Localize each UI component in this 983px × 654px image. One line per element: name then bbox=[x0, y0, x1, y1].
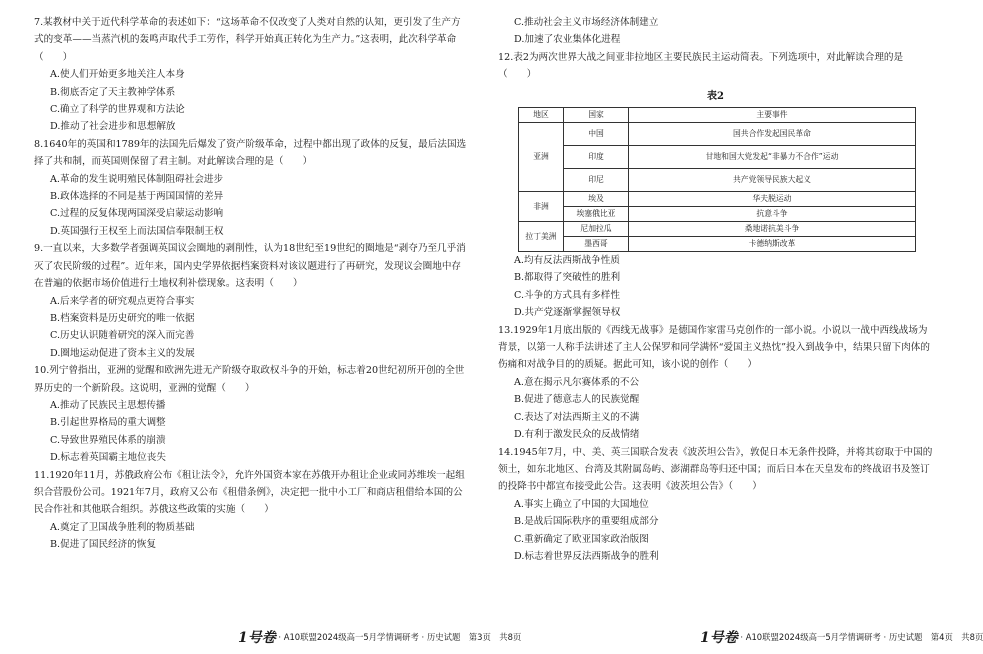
table-header: 国家 bbox=[564, 108, 629, 123]
question-14 bbox=[498, 444, 933, 566]
country-cell: 中国 bbox=[564, 123, 629, 146]
question-stem: 7.某教材中关于近代科学革命的表述如下：“这场革命不仅改变了人类对自然的认知，更引发了生产方式的变革——当蒸汽机的轰鸣声取代手工劳作，科学开始真正转化为生产力。”这表明，此次科学革命（ ） bbox=[34, 17, 461, 63]
question-stem: 11.1920年11月，苏俄政府公布《租让法令》，允许外国资本家在苏俄开办租让企业或同苏维埃一起组织合营股份公司。1921年7月，政府又公布《租借条例》，决定把一批中小工厂和商店租借给本国的公民合作社和其他联合组织。苏俄这些政策的实施（ ） bbox=[34, 469, 465, 516]
option-a: A.推动了民族民主思想传播 bbox=[50, 399, 166, 411]
table-header: 主要事件 bbox=[629, 108, 916, 123]
option-a: A.使人们开始更多地关注人本身 bbox=[50, 69, 185, 81]
option-d: D.加速了农业集体化进程 bbox=[514, 34, 621, 46]
option-c: C.过程的反复体现两国深受启蒙运动影响 bbox=[50, 208, 224, 220]
option-c: C.表达了对法西斯主义的不满 bbox=[514, 411, 640, 423]
region-cell: 非洲 bbox=[519, 192, 564, 222]
option-b: B.都取得了突破性的胜利 bbox=[514, 272, 621, 284]
region-cell: 拉丁美洲 bbox=[519, 222, 564, 252]
option-a: A.革命的发生说明殖民体制阻碍社会进步 bbox=[50, 173, 224, 185]
publisher-logo: 1号卷 bbox=[238, 630, 276, 646]
movements-table bbox=[518, 107, 916, 252]
event-cell: 抗意斗争 bbox=[629, 207, 916, 222]
event-cell: 国共合作发起国民革命 bbox=[629, 123, 916, 146]
question-9 bbox=[34, 240, 469, 362]
table-row bbox=[519, 169, 916, 192]
question-11-continued bbox=[498, 14, 933, 49]
country-cell: 印尼 bbox=[564, 169, 629, 192]
table-row bbox=[519, 237, 916, 252]
option-b: B.档案资料是历史研究的唯一依据 bbox=[50, 312, 195, 324]
question-8 bbox=[34, 136, 469, 240]
option-b: B.引起世界格局的重大调整 bbox=[50, 417, 166, 429]
option-a: A.意在揭示凡尔赛体系的不公 bbox=[514, 376, 640, 388]
option-b: B.政体选择的不同是基于两国国情的差异 bbox=[50, 191, 224, 203]
question-12 bbox=[498, 49, 933, 322]
option-b: B.彻底否定了天主教神学体系 bbox=[50, 86, 176, 98]
question-stem: 14.1945年7月，中、美、英三国联合发表《波茨坦公告》，敦促日本无条件投降，并将其窃取于中国的领土，如东北地区、台湾及其附属岛屿、澎湖群岛等归还中国；而后日本在天皇发布的终战诏书及签订的投降书中都宣布接受此公告。这表明《波茨坦公告》（ ） bbox=[498, 446, 933, 493]
question-11 bbox=[34, 467, 469, 554]
option-c: C.重新确定了欧亚国家政治版图 bbox=[514, 533, 649, 545]
table-row bbox=[519, 123, 916, 146]
table-title: 表2 bbox=[707, 90, 724, 102]
option-d: D.共产党逐渐掌握领导权 bbox=[514, 307, 621, 319]
left-page-column bbox=[34, 14, 469, 554]
option-a: A.后来学者的研究观点更符合事实 bbox=[50, 295, 195, 307]
question-stem: 12.表2为两次世界大战之间亚非拉地区主要民族民主运动简表。下列选项中，对此解读合理的是（ ） bbox=[498, 51, 904, 81]
right-page-column bbox=[498, 14, 933, 565]
footer-text: · A10联盟2024级高一5月学情调研考 · 历史试题 第3页 共8页 bbox=[278, 632, 522, 642]
question-stem: 9.一直以来，大多数学者强调英国议会圈地的剥削性，认为18世纪至19世纪的圈地是“剥夺乃至几乎消灭了农民阶级的过程”。近年来，国内史学界依据档案资料对该议题进行了再研究，发现议会圈地中存在普遍的依据市场价值进行土地权利补偿现象。这表明（ ） bbox=[34, 243, 466, 290]
table-row bbox=[519, 222, 916, 237]
option-c: C.历史认识随着研究的深入而完善 bbox=[50, 330, 195, 342]
option-b: B.促进了国民经济的恢复 bbox=[50, 539, 157, 551]
option-c: C.确立了科学的世界观和方法论 bbox=[50, 104, 185, 116]
event-cell: 共产党领导民族大起义 bbox=[629, 169, 916, 192]
footer-text: · A10联盟2024级高一5月学情调研考 · 历史试题 第4页 共8页 bbox=[740, 632, 983, 642]
option-d: D.标志着世界反法西斯战争的胜利 bbox=[514, 550, 659, 562]
country-cell: 埃塞俄比亚 bbox=[564, 207, 629, 222]
question-13 bbox=[498, 322, 933, 444]
table-row bbox=[519, 207, 916, 222]
country-cell: 尼加拉瓜 bbox=[564, 222, 629, 237]
question-stem: 10.列宁曾指出，亚洲的觉醒和欧洲先进无产阶级夺取政权斗争的开始，标志着20世纪初所开创的全世界历史的一个新阶段。这说明，亚洲的觉醒（ ） bbox=[34, 365, 465, 394]
question-10 bbox=[34, 362, 469, 466]
country-cell: 墨西哥 bbox=[564, 237, 629, 252]
event-cell: 华夫脱运动 bbox=[629, 192, 916, 207]
option-b: B.是战后国际秩序的重要组成部分 bbox=[514, 516, 659, 528]
option-d: D.英国强行王权至上而法国信奉限制王权 bbox=[50, 225, 224, 237]
table-row bbox=[519, 146, 916, 169]
page-footer-right bbox=[700, 627, 983, 647]
question-7 bbox=[34, 14, 469, 136]
table-header-row bbox=[519, 108, 916, 123]
option-a: A.事实上确立了中国的大国地位 bbox=[514, 498, 649, 510]
option-d: D.圈地运动促进了资本主义的发展 bbox=[50, 347, 195, 359]
event-cell: 卡德纳斯改革 bbox=[629, 237, 916, 252]
option-b: B.促进了德意志人的民族觉醒 bbox=[514, 394, 640, 406]
option-a: A.奠定了卫国战争胜利的物质基础 bbox=[50, 521, 195, 533]
country-cell: 埃及 bbox=[564, 192, 629, 207]
event-cell: 甘地和国大党发起“非暴力不合作”运动 bbox=[629, 146, 916, 169]
option-c: C.推动社会主义市场经济体制建立 bbox=[514, 17, 659, 28]
question-stem: 13.1929年1月底出版的《西线无战事》是德国作家雷马克创作的一部小说。小说以一战中西线战场为背景，以第一人称手法讲述了主人公保罗和同学满怀“爱国主义热忱”投入到战争中，结果只留下肉体的伤痛和对战争目的的质疑。据此可知，该小说的创作（ ） bbox=[498, 324, 930, 371]
country-cell: 印度 bbox=[564, 146, 629, 169]
question-stem: 8.1640年的英国和1789年的法国先后爆发了资产阶级革命，过程中都出现了政体的反复，最后法国选择了共和制，而英国则保留了君主制。对此解读合理的是（ ） bbox=[34, 138, 467, 168]
option-d: D.有利于激发民众的反战情绪 bbox=[514, 429, 640, 441]
region-cell: 亚洲 bbox=[519, 123, 564, 192]
page-footer-left bbox=[238, 627, 521, 647]
option-c: C.斗争的方式具有多样性 bbox=[514, 289, 620, 301]
event-cell: 桑地诺抗美斗争 bbox=[629, 222, 916, 237]
publisher-logo: 1号卷 bbox=[700, 630, 738, 646]
option-d: D.推动了社会进步和思想解放 bbox=[50, 121, 176, 133]
option-d: D.标志着英国霸主地位丧失 bbox=[50, 452, 166, 464]
table-row bbox=[519, 192, 916, 207]
option-c: C.导致世界殖民体系的崩溃 bbox=[50, 434, 166, 446]
option-a: A.均有反法西斯战争性质 bbox=[514, 255, 620, 267]
table-header: 地区 bbox=[519, 108, 564, 123]
